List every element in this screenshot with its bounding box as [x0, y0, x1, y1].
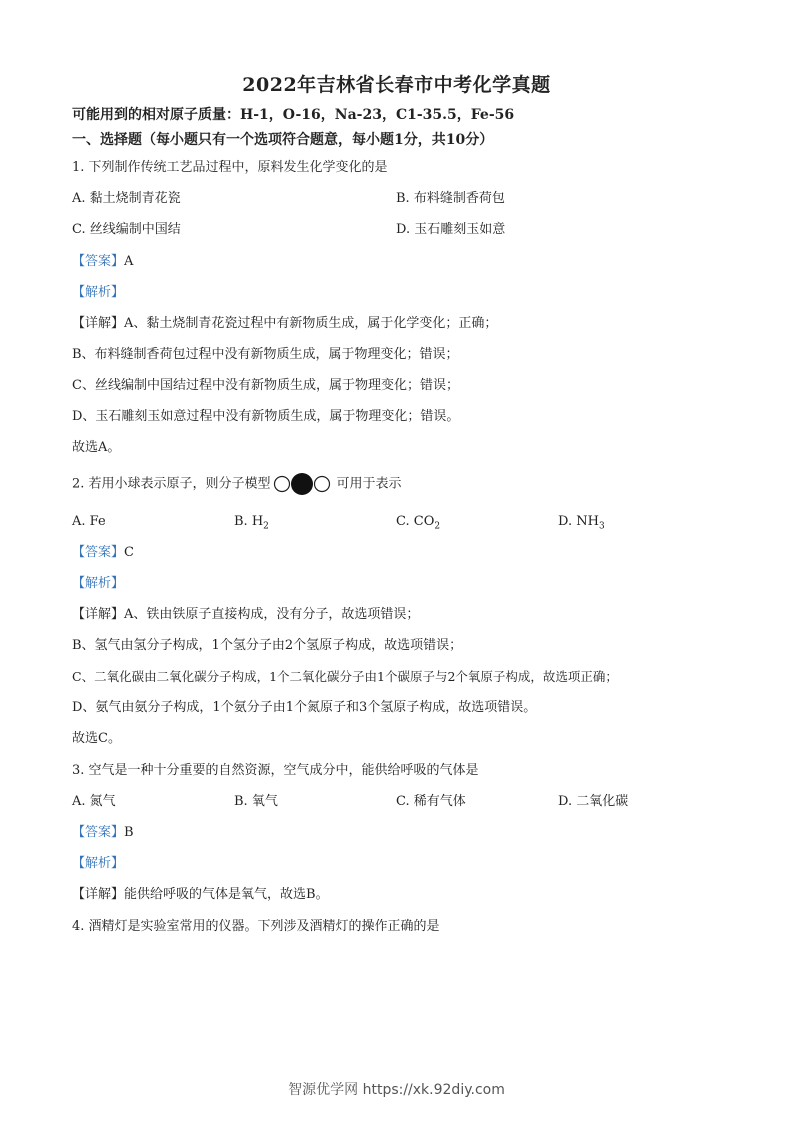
- q1-answer: [72, 253, 133, 271]
- q1-option-c: C. 丝线编制中国结: [72, 222, 181, 237]
- q2-conclusion: 故选C。: [72, 731, 121, 746]
- answer-label: 【答案】: [72, 254, 125, 269]
- q2-option-d-sub: 3: [598, 521, 605, 532]
- q3-answer-value: B: [124, 825, 134, 840]
- q1-option-b: B. 布料缝制香荷包: [396, 191, 505, 206]
- q1-detail-a: [72, 315, 497, 333]
- atomic-masses: 可能用到的相对原子质量：H-1，O-16，Na-23，C1-35.5，Fe-56: [72, 107, 515, 123]
- q2-detail-c: C、二氧化碳由二氧化碳分子构成，1个二氧化碳分子由1个碳原子与2个氧原子构成，故选项正确；: [72, 669, 618, 684]
- q1-detail-b: B、布料缝制香荷包过程中没有新物质生成，属于物理变化；错误；: [72, 347, 459, 362]
- q2-option-c-sub: 2: [434, 521, 441, 532]
- q3-detail: [72, 886, 329, 904]
- q2-answer-value: C: [124, 545, 134, 560]
- detail-label: 【详解】: [72, 887, 125, 902]
- q2-option-b-text: B. H: [234, 514, 264, 529]
- analysis-label: 【解析】: [72, 856, 125, 871]
- q1-option-a: A. 黏土烧制青花瓷: [72, 191, 181, 206]
- q2-stem-before: 2. 若用小球表示原子，则分子模型: [72, 476, 271, 492]
- q3-option-b: B. 氧气: [234, 794, 278, 809]
- q1-stem: 1. 下列制作传统工艺品过程中，原料发生化学变化的是: [72, 160, 388, 175]
- answer-label: 【答案】: [72, 825, 125, 840]
- q1-detail-c: C、丝线编制中国结过程中没有新物质生成，属于物理变化；错误；: [72, 378, 459, 393]
- q2-answer: [72, 544, 134, 562]
- q2-detail-a: [72, 606, 419, 624]
- q2-detail-b: B、氢气由氢分子构成，1个氢分子由2个氢原子构成，故选项错误；: [72, 638, 463, 653]
- q1-answer-value: A: [124, 254, 134, 269]
- analysis-label: 【解析】: [72, 576, 125, 591]
- footer-watermark: 智源优学网 https://xk.92diy.com: [288, 1082, 505, 1098]
- page-title: 2022年吉林省长春市中考化学真题: [242, 74, 551, 96]
- q1-option-d: D. 玉石雕刻玉如意: [396, 222, 506, 237]
- molecule-model-icon: [273, 472, 331, 496]
- q2-stem-after: 可用于表示: [336, 476, 402, 492]
- q2-option-b: [234, 513, 269, 536]
- q3-stem: 3. 空气是一种十分重要的自然资源，空气成分中，能供给呼吸的气体是: [72, 763, 479, 778]
- q1-detail-text-a: A、黏土烧制青花瓷过程中有新物质生成，属于化学变化；正确；: [124, 316, 498, 331]
- analysis-label: 【解析】: [72, 285, 125, 300]
- q3-option-a: A. 氮气: [72, 794, 116, 809]
- q2-option-a: [72, 513, 106, 536]
- q1-conclusion: 故选A。: [72, 440, 121, 455]
- q2-option-a-text: A. Fe: [72, 514, 106, 529]
- q3-detail-text: 能供给呼吸的气体是氧气，故选B。: [124, 887, 329, 902]
- q1-analysis: [72, 284, 124, 302]
- q3-analysis: [72, 855, 124, 873]
- answer-label: 【答案】: [72, 545, 125, 560]
- q2-stem: [72, 472, 402, 497]
- q2-analysis: [72, 575, 124, 593]
- section-heading: 一、选择题（每小题只有一个选项符合题意，每小题1分，共10分）: [72, 132, 494, 148]
- q4-stem: 4. 酒精灯是实验室常用的仪器。下列涉及酒精灯的操作正确的是: [72, 919, 440, 934]
- detail-label: 【详解】: [72, 316, 125, 331]
- q2-option-b-sub: 2: [263, 521, 269, 532]
- q3-answer: [72, 824, 134, 842]
- q2-detail-d: D、氨气由氨分子构成，1个氨分子由1个氮原子和3个氢原子构成，故选项错误。: [72, 700, 537, 715]
- q2-option-d: [558, 513, 605, 536]
- q2-option-c: [396, 513, 440, 536]
- q2-option-c-text: C. CO: [396, 514, 435, 529]
- q3-option-d: D. 二氧化碳: [558, 794, 629, 809]
- q2-option-d-text: D. NH: [558, 514, 599, 529]
- detail-label: 【详解】: [72, 607, 125, 622]
- q2-detail-text-a: A、铁由铁原子直接构成，没有分子，故选项错误；: [124, 607, 420, 622]
- q1-detail-d: D、玉石雕刻玉如意过程中没有新物质生成，属于物理变化；错误。: [72, 409, 460, 424]
- q3-option-c: C. 稀有气体: [396, 794, 466, 809]
